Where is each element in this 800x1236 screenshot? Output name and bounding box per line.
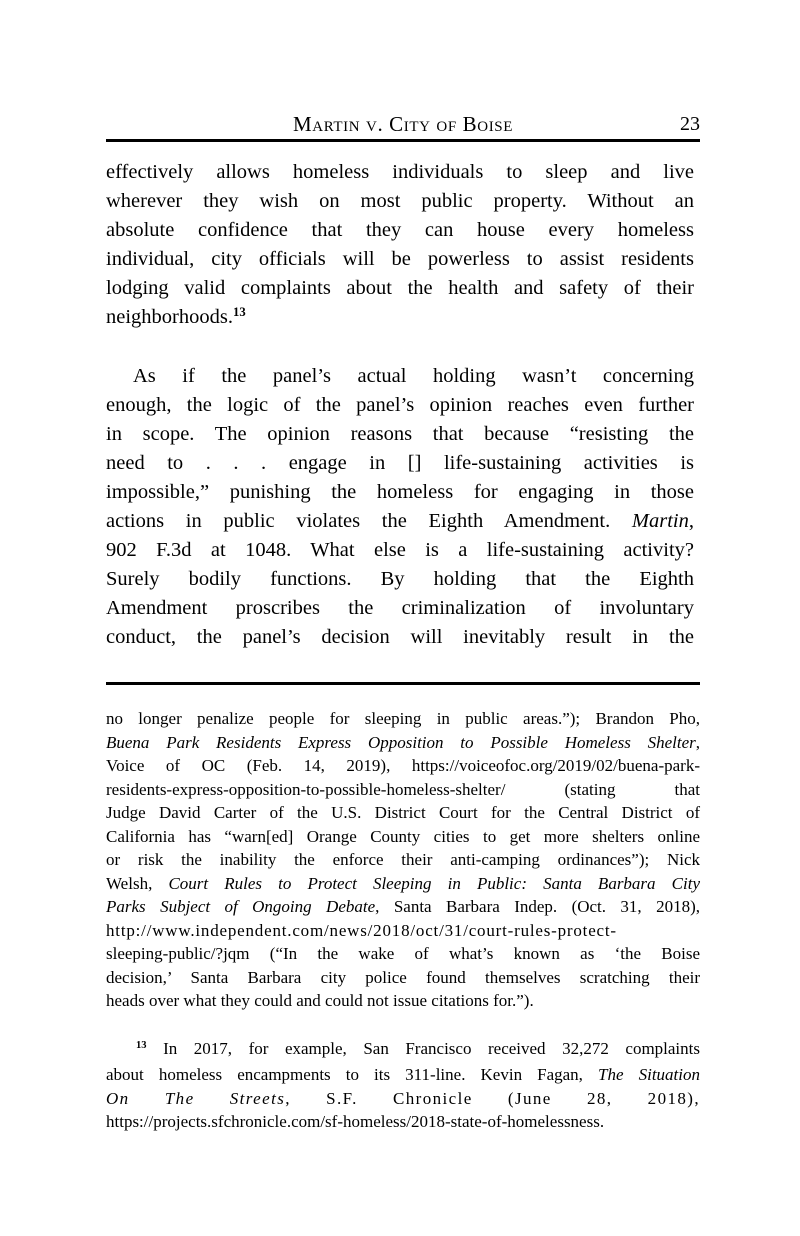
text-line <box>106 754 700 778</box>
page-number: 23 <box>680 113 700 135</box>
text-line <box>106 895 700 919</box>
text-segment: California has “warn[ed] Orange County cities to get more shelters online <box>106 826 700 846</box>
text-segment: Amendment proscribes the criminalization of involuntary <box>106 597 694 619</box>
footnote-marker: 13 <box>136 1039 147 1051</box>
text-segment: , <box>695 732 700 752</box>
text-line <box>106 1087 700 1111</box>
text-line <box>106 536 694 565</box>
text-segment: neighborhoods. <box>106 306 233 328</box>
text-segment: Judge David Carter of the U.S. District Court for the Central District of <box>106 803 700 822</box>
text-segment: actions in public violates the Eighth Amendment. <box>106 510 632 532</box>
text-line <box>106 825 700 849</box>
text-line <box>106 778 700 802</box>
text-segment: As if the panel’s actual holding wasn’t concerning <box>133 365 694 387</box>
footnote-paragraph-1 <box>106 707 700 1013</box>
header-rule <box>106 139 700 142</box>
text-line <box>106 623 694 652</box>
text-segment: , S.F. Chronicle (June 28, 2018), <box>285 1088 700 1108</box>
text-segment: enough, the logic of the panel’s opinion reaches even further <box>106 394 694 416</box>
text-segment: lodging valid complaints about the health and safety of their <box>106 277 694 299</box>
text-line <box>106 303 694 334</box>
body-paragraph-2 <box>106 362 694 652</box>
text-line <box>106 966 700 990</box>
text-line <box>106 594 694 623</box>
text-segment: On The Streets <box>106 1088 286 1108</box>
text-line <box>106 1063 700 1087</box>
text-segment: Surely bodily functions. By holding that the Eighth <box>106 568 694 590</box>
text-line <box>106 919 700 943</box>
footnote-paragraph-2 <box>106 1037 700 1134</box>
text-segment: Martin <box>631 510 689 532</box>
text-line <box>106 420 694 449</box>
text-segment: individual, city officials will be powerless to assist residents <box>106 248 694 270</box>
text-segment: The Situation <box>598 1065 700 1084</box>
text-segment: residents-express-opposition-to-possible-homeless-shelter/ (stating that <box>106 779 700 799</box>
text-segment: absolute confidence that they can house every homeless <box>106 219 694 241</box>
page-header <box>106 110 700 138</box>
text-segment: or risk the inability the enforce their anti-camping ordinances”); Nick <box>106 850 700 869</box>
text-segment: in scope. The opinion reasons that because “resisting the <box>106 423 694 445</box>
footnote-marker: 13 <box>232 305 246 320</box>
text-segment: wherever they wish on most public property. Without an <box>106 190 694 212</box>
text-line <box>106 362 694 391</box>
text-line <box>106 848 700 872</box>
text-segment: heads over what they could and could not issue citations for.”). <box>106 991 534 1010</box>
text-segment: https://projects.sfchronicle.com/sf-homeless/2018-state-of-homelessness. <box>106 1112 605 1131</box>
text-segment: impossible,” punishing the homeless for engaging in those <box>106 481 694 503</box>
text-line <box>106 478 694 507</box>
text-segment: conduct, the panel’s decision will inevitably result in the <box>106 626 694 648</box>
text-segment: Buena Park Residents Express Opposition to Possible Homeless Shelter <box>106 732 696 752</box>
text-segment: 902 F.3d at 1048. What else is a life-sustaining activity? <box>106 539 694 561</box>
text-segment: decision,’ Santa Barbara city police found themselves scratching their <box>106 967 700 987</box>
text-line <box>106 707 700 731</box>
text-line <box>106 565 694 594</box>
text-segment: effectively allows homeless individuals to sleep and live <box>106 161 694 183</box>
text-segment: Welsh, <box>106 873 169 893</box>
text-line <box>106 187 694 216</box>
text-segment: need to . . . engage in [] life-sustaining activities is <box>106 452 694 474</box>
text-segment: sleeping-public/?jqm (“In the wake of what’s known as ‘the Boise <box>106 944 700 963</box>
text-line <box>106 989 700 1013</box>
text-line <box>106 245 694 274</box>
text-line <box>106 731 700 755</box>
text-line <box>106 801 700 825</box>
footnotes <box>106 707 700 1134</box>
text-segment: Parks Subject of Ongoing Debate <box>106 897 376 916</box>
body-paragraph-1 <box>106 158 694 334</box>
text-line <box>106 1037 700 1064</box>
case-title: Martin v. City of Boise <box>293 112 513 136</box>
text-line <box>106 507 694 536</box>
footnote-separator <box>106 682 700 685</box>
opinion-body <box>106 158 694 652</box>
text-line <box>106 942 700 966</box>
text-segment: , Santa Barbara Indep. (Oct. 31, 2018), <box>375 897 701 916</box>
text-segment: In 2017, for example, San Francisco received 32,272 complaints <box>146 1038 700 1058</box>
text-line <box>106 158 694 187</box>
text-segment: http://www.independent.com/news/2018/oct/31/court-rules-protect- <box>106 920 617 940</box>
text-line <box>106 216 694 245</box>
text-line <box>106 449 694 478</box>
text-segment: , <box>688 510 694 532</box>
text-line <box>106 274 694 303</box>
text-line <box>106 391 694 420</box>
text-segment: about homeless encampments to its 311-line. Kevin Fagan, <box>106 1065 599 1084</box>
text-line <box>106 1110 700 1134</box>
text-segment: Court Rules to Protect Sleeping in Public: Santa Barbara City <box>168 873 700 893</box>
text-line <box>106 872 700 896</box>
text-segment: no longer penalize people for sleeping in public areas.”); Brandon Pho, <box>106 709 700 728</box>
text-segment: Voice of OC (Feb. 14, 2019), https://voiceofoc.org/2019/02/buena-park- <box>106 756 700 775</box>
